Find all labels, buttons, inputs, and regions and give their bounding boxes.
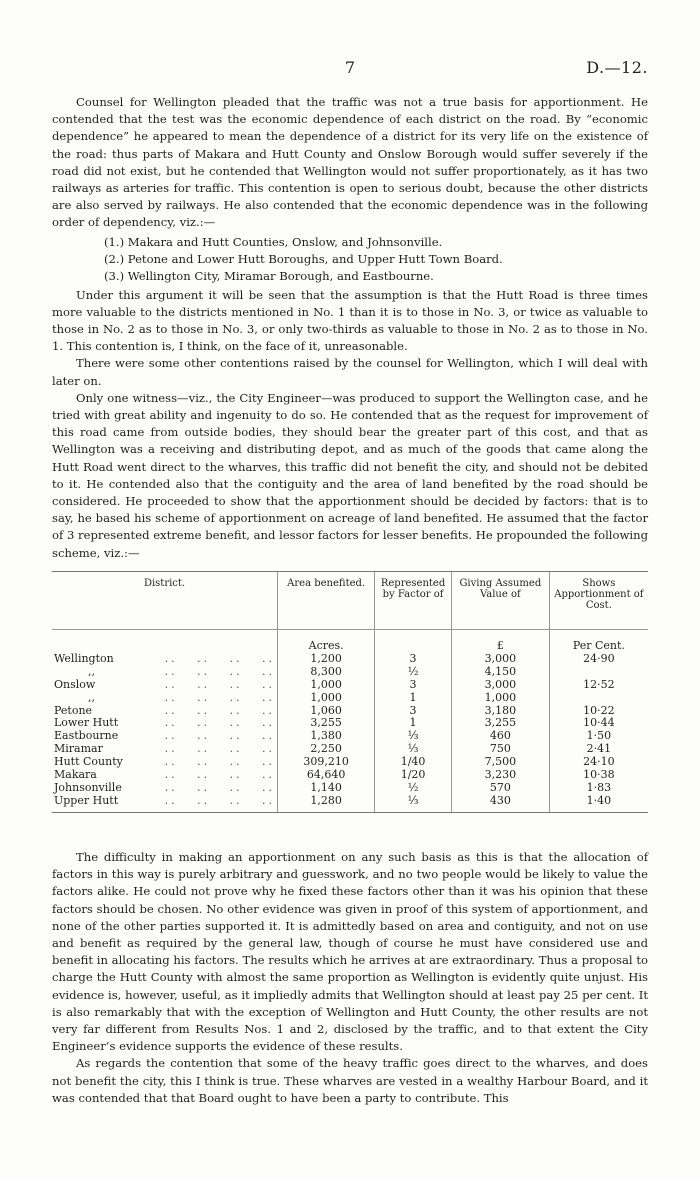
value-cell: 3,180 [451,705,549,718]
cost-unit: Per Cent. [549,630,648,653]
value-unit: £ [451,630,549,653]
leader-dots: .. .. .. .. [164,716,276,730]
list-item: (2.) Petone and Lower Hutt Boroughs, and Upper Hutt Town Board. [104,251,503,266]
cost-cell: 1·40 [549,795,648,812]
district-cell: Upper Hutt [54,793,119,807]
list-item: (1.) Makara and Hutt Counties, Onslow, and Johnsonville. [104,234,443,249]
table-row [52,743,648,756]
table-row [52,769,648,782]
list-item: (3.) Wellington City, Miramar Borough, and Eastbourne. [104,268,434,283]
cost-cell: 10·44 [549,717,648,730]
area-cell: 1,060 [278,705,375,718]
factor-cell: 1/40 [375,756,452,769]
cost-cell: 10·38 [549,769,648,782]
factor-cell: ⅓ [375,730,452,743]
leader-dots: .. .. .. .. [164,780,276,794]
leader-dots: .. .. .. .. [164,742,276,756]
value-cell: 460 [451,730,549,743]
area-cell: 8,300 [278,666,375,679]
header-area: Area benefited. [278,572,375,630]
area-cell: 3,255 [278,717,375,730]
header-value: Giving Assumed Value of [451,572,549,630]
paragraph: The difficulty in making an apportionment on any such basis as this is that the allocation of factors in this way is purely arbitrary and guesswork, and no two people would be likely to value the factors alike. He could not prove why he fixed these factors other than it was his opinion that these factors should be chosen. No other evidence was given in proof of this system of apportionment, and none of the other parties supported it. It is admittedly based on area and contiguity, and not on use and benefit as required by the general law, though of course he must have considered use and benefit in allocating his factors. The results which he arrives at are extraordinary. Thus a proposal to charge the Hutt County with almost the same proportion as Wellington is evidently quite unjust. His evidence is, however, useful, as it impliedly admits that Wellington should at least pay 25 per cent. It is also remarkably that with the exception of Wellington and Hutt County, the other results are not very far different from Results Nos. 1 and 2, disclosed by the traffic, and to that extent the City Engineer’s evidence supports the evidence of these results. [52,850,648,1054]
cost-cell: 1·83 [549,782,648,795]
table-row [52,679,648,692]
leader-dots: .. .. .. .. [164,664,276,678]
table-row [52,692,648,705]
dependency-list [104,234,648,285]
cost-cell: 12·52 [549,679,648,692]
area-cell: 1,000 [278,692,375,705]
leader-dots: .. .. .. .. [164,793,276,807]
cost-cell: 24·10 [549,756,648,769]
lower-text [52,849,648,1107]
value-cell: 750 [451,743,549,756]
district-cell: Onslow [54,677,96,691]
cost-cell: 24·90 [549,653,648,666]
leader-dots: .. .. .. .. [164,768,276,782]
factor-cell: ⅓ [375,743,452,756]
district-cell: Hutt County [54,755,123,769]
district-cell: Petone [54,703,93,717]
value-cell: 1,000 [451,692,549,705]
value-cell: 3,000 [451,653,549,666]
district-cell: ,, [88,664,95,678]
value-cell: 3,255 [451,717,549,730]
area-cell: 1,280 [278,795,375,812]
area-cell: 1,380 [278,730,375,743]
paragraph: As regards the contention that some of the heavy traffic goes direct to the wharves, and does not benefit the city, this I think is true. These wharves are vested in a wealthy Harbour Board, and it was contended that that Board ought to have been a party to contribute. This [52,1056,648,1105]
district-cell: Wellington [54,651,114,665]
factor-cell: 1 [375,717,452,730]
leader-dots: .. .. .. .. [164,703,276,717]
header-factor: Represented by Factor of [375,572,452,630]
units-row [52,630,648,653]
factor-cell: 1 [375,692,452,705]
header-district: District. [52,572,278,630]
header-cost: Shows Apportionment of Cost. [549,572,648,630]
table-row [52,666,648,679]
table-row [52,756,648,769]
value-cell: 570 [451,782,549,795]
factor-cell: 1/20 [375,769,452,782]
area-cell: 64,640 [278,769,375,782]
table-row [52,795,648,812]
area-cell: 309,210 [278,756,375,769]
document-reference: D.—12. [586,58,648,77]
district-cell: Lower Hutt [54,716,119,730]
area-cell: 1,000 [278,679,375,692]
district-cell: Eastbourne [54,729,119,743]
cost-cell: 2·41 [549,743,648,756]
table-row [52,717,648,730]
district-cell: Makara [54,768,97,782]
value-cell: 7,500 [451,756,549,769]
cost-cell [549,666,648,679]
leader-dots: .. .. .. .. [164,651,276,665]
factor-cell: ⅓ [375,795,452,812]
district-cell: Johnsonville [54,780,122,794]
table-row [52,782,648,795]
paragraph: There were some other contentions raised by the counsel for Wellington, which I will deal with later on. [52,356,648,388]
area-cell: 2,250 [278,743,375,756]
area-cell: 1,200 [278,653,375,666]
upper-text [52,94,648,562]
paragraph: Counsel for Wellington pleaded that the traffic was not a true basis for apportionment. He contended that the test was the economic dependence of each district on the road. By “economic dependence” he appeared to mean the dependence of a district for its very life on the existence of the road: thus parts of Makara and Hutt County and Onslow Borough would suffer severely if the road did not exist, but he contended that Wellington would not suffer proportionately, as it has two railways as arteries for traffic. This contention is open to serious doubt, because the other districts are also served by railways. He also contended that the economic dependence was in the following order of dependency, viz.:— [52,95,648,230]
factor-cell: ½ [375,782,452,795]
factor-cell: 3 [375,653,452,666]
factor-cell: 3 [375,705,452,718]
leader-dots: .. .. .. .. [164,690,276,704]
table-row [52,653,648,666]
leader-dots: .. .. .. .. [164,677,276,691]
leader-dots: .. .. .. .. [164,755,276,769]
page-number: 7 [344,58,356,77]
cost-cell: 1·50 [549,730,648,743]
area-cell: 1,140 [278,782,375,795]
factor-cell: 3 [375,679,452,692]
leader-dots: .. .. .. .. [164,729,276,743]
district-cell: Miramar [54,742,103,756]
paragraph: Only one witness—viz., the City Engineer—was produced to support the Wellington case, and he tried with great ability and ingenuity to do so. He contended that as the request for improvement of this road came from outside bodies, they should bear the greater part of this cost, and that as Wellington was a receiving and distributing depot, and as much of the goods that came along the Hutt Road went direct to the wharves, this traffic did not benefit the city, and should not be debited to it. He contended also that the contiguity and the area of land benefited by the road should be considered. He proceeded to show that the apportionment should be decided by factors: that is to say, he based his scheme of apportionment on acreage of land benefited. He assumed that the factor of 3 represented extreme benefit, and lessor factors for lesser benefits. He propounded the following scheme, viz.:— [52,390,648,560]
value-cell: 3,230 [451,769,549,782]
value-cell: 3,000 [451,679,549,692]
paragraph: Under this argument it will be seen that the assumption is that the Hutt Road is three times more valuable to the districts mentioned in No. 1 than it is to those in No. 3, or twice as valuable to those in No. 2 as to those in No. 3, or only two-thirds as valuable to those in No. 2 as to those in No. 1. This contention is, I think, on the face of it, unreasonable. [52,287,648,354]
cost-cell: 10·22 [549,705,648,718]
apportionment-table [52,571,648,813]
table-row [52,705,648,718]
cost-cell [549,692,648,705]
area-unit: Acres. [278,630,375,653]
factor-cell: ½ [375,666,452,679]
table-row [52,730,648,743]
district-cell: ,, [88,690,95,704]
value-cell: 430 [451,795,549,812]
value-cell: 4,150 [451,666,549,679]
